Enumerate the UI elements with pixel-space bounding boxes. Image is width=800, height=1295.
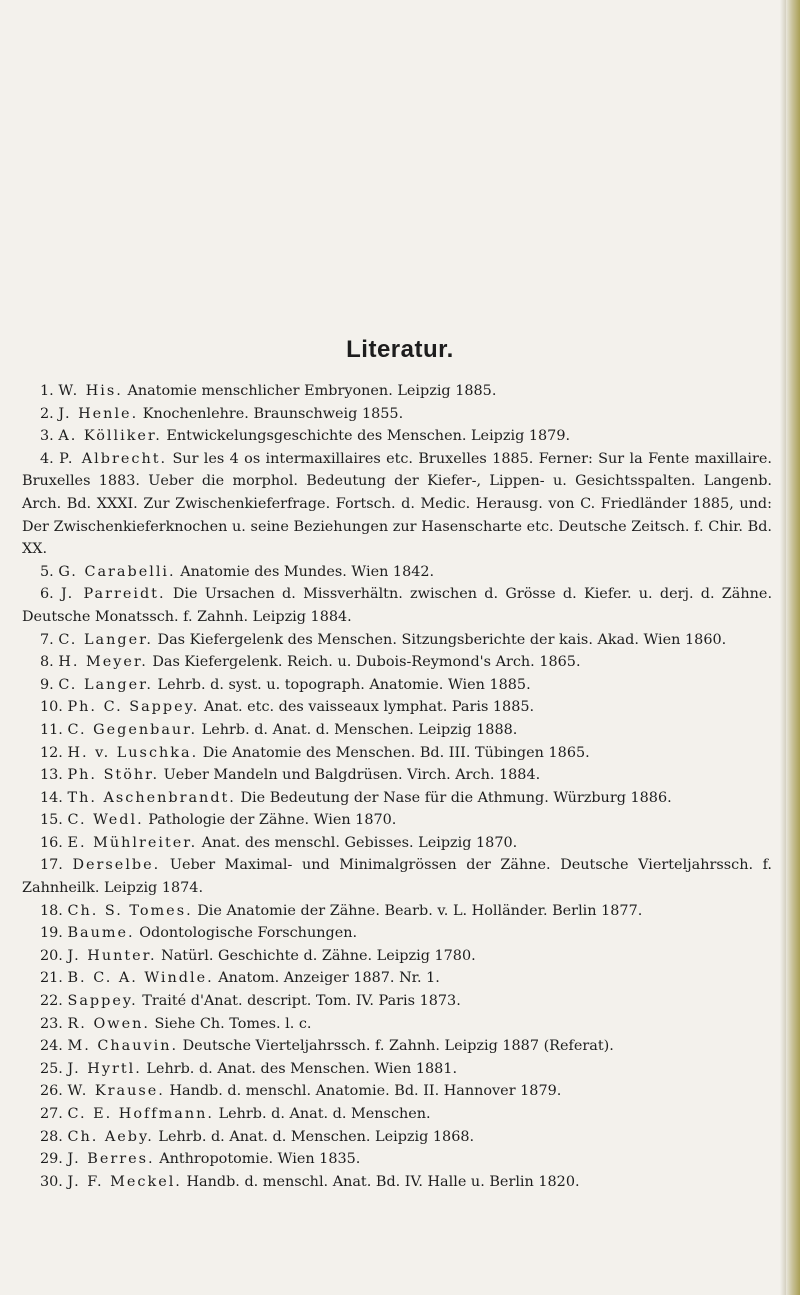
reference-author: C. Wedl. [67,812,144,829]
reference-number: 15. [40,812,63,829]
reference-number: 27. [40,1106,63,1122]
reference-item [22,764,772,787]
reference-text: Siehe Ch. Tomes. l. c. [154,1015,312,1032]
reference-author: J. Berres. [67,1151,155,1168]
reference-item [22,448,772,561]
reference-number: 12. [40,744,63,761]
reference-text: Die Anatomie der Zähne. Bearb. v. L. Holländer. Berlin 1877. [197,902,643,919]
reference-number: 21. [40,970,63,987]
reference-author: Ph. Stöhr. [67,767,160,784]
reference-item [22,674,772,697]
reference-author: H. Meyer. [58,654,148,671]
reference-text: Anatom. Anzeiger 1887. Nr. 1. [218,970,440,987]
reference-author: A. Kölliker. [58,428,162,445]
reference-number: 14. [40,789,63,806]
reference-author: H. v. Luschka. [67,744,199,761]
reference-author: J. Parreidt. [61,586,166,603]
reference-number: 18. [40,902,63,919]
reference-author: C. Langer. [58,676,153,693]
reference-text: Sur les 4 os intermaxillaires etc. Bruxelles 1885. Ferner: Sur la Fente maxillaire. Bruxelles 1883. Ueber die morphol. Bedeutung der Kiefer-, Lippen- u. Gesichtsspalten. Langenb. Arch. Bd. XXXI. Zur Zwischenkieferfrage. Fortsch. d. Medic. Herausg. von C. Friedländer 1885, und: Der Zwischenkieferknochen u. seine Beziehungen zur Hasenscharte etc. Deutsche Zeitsch. f. Chir. Bd. XX. [22,450,773,558]
reference-text: Lehrb. d. Anat. d. Menschen. Leipzig 1868. [158,1128,475,1145]
reference-number: 2. [40,405,54,422]
reference-item [22,1013,772,1036]
reference-author: W. His. [58,383,123,399]
reference-text: Anatomie des Mundes. Wien 1842. [180,563,435,580]
reference-text: Pathologie der Zähne. Wien 1870. [148,812,397,829]
reference-author: Th. Aschenbrandt. [67,789,236,806]
reference-item [22,742,772,765]
reference-item [22,1171,772,1194]
reference-number: 23. [40,1015,63,1032]
reference-author: P. Albrecht. [59,450,168,467]
reference-text: Natürl. Geschichte d. Zähne. Leipzig 1780. [161,947,476,964]
reference-item [22,809,772,832]
reference-number: 19. [40,925,63,942]
reference-text: Anat. etc. des vaisseaux lymphat. Paris 1885. [203,699,535,716]
reference-author: W. Krause. [67,1083,165,1100]
reference-number: 3. [40,428,54,445]
reference-number: 25. [40,1060,63,1077]
reference-author: J. Hunter. [67,947,157,964]
reference-text: Ueber Maximal- und Minimalgrössen der Zähne. Deutsche Vierteljahrssch. f. Zahnheilk. Leipzig 1874. [22,857,773,897]
reference-number: 26. [40,1083,63,1100]
reference-number: 30. [40,1173,63,1190]
reference-item [22,854,772,899]
reference-item [22,900,772,923]
reference-item [22,583,772,628]
reference-item [22,403,772,426]
reference-author: M. Chauvin. [67,1038,179,1055]
reference-item [22,967,772,990]
reference-text: Das Kiefergelenk. Reich. u. Dubois-Reymond's Arch. 1865. [152,654,581,671]
reference-text: Traité d'Anat. descript. Tom. IV. Paris 1873. [142,993,461,1010]
reference-number: 4. [40,450,54,467]
reference-number: 28. [40,1128,63,1145]
reference-number: 8. [40,654,54,671]
reference-text: Anthropotomie. Wien 1835. [159,1151,361,1168]
reference-item [22,1035,772,1058]
page-title: Literatur. [346,336,454,363]
reference-text: Handb. d. menschl. Anat. Bd. IV. Halle u. Berlin 1820. [186,1173,580,1190]
reference-text: Lehrb. d. syst. u. topograph. Anatomie. Wien 1885. [157,676,531,693]
reference-number: 29. [40,1151,63,1168]
reference-author: G. Carabelli. [58,563,176,580]
reference-item [22,425,772,448]
reference-list [22,380,772,1193]
reference-number: 9. [40,676,54,693]
reference-item [22,380,772,403]
reference-item [22,1148,772,1171]
reference-item [22,629,772,652]
reference-item [22,696,772,719]
reference-item [22,561,772,584]
reference-author: Derselbe. [72,857,161,874]
reference-author: Sappey. [67,993,138,1010]
reference-author: Ph. C. Sappey. [67,699,200,716]
reference-number: 10. [40,699,63,716]
reference-text: Ueber Mandeln und Balgdrüsen. Virch. Arch. 1884. [163,767,541,784]
reference-text: Anatomie menschlicher Embryonen. Leipzig 1885. [127,383,497,399]
reference-text: Die Bedeutung der Nase für die Athmung. Würzburg 1886. [240,789,672,806]
reference-text: Anat. des menschl. Gebisses. Leipzig 1870. [201,834,518,851]
reference-item [22,1126,772,1149]
reference-item [22,990,772,1013]
reference-item [22,832,772,855]
reference-author: R. Owen. [67,1015,150,1032]
reference-item [22,922,772,945]
reference-number: 22. [40,993,63,1010]
reference-text: Knochenlehre. Braunschweig 1855. [142,405,404,422]
reference-text: Odontologische Forschungen. [139,925,358,942]
reference-number: 20. [40,947,63,964]
reference-number: 16. [40,834,63,851]
page-edge [786,0,800,1295]
reference-number: 7. [40,631,54,648]
reference-item [22,1103,772,1126]
reference-number: 24. [40,1038,63,1055]
reference-text: Das Kiefergelenk des Menschen. Sitzungsberichte der kais. Akad. Wien 1860. [157,631,727,648]
reference-text: Lehrb. d. Anat. d. Menschen. Leipzig 1888. [201,721,518,738]
reference-number: 17. [40,857,63,874]
reference-number: 1. [40,383,54,399]
reference-author: E. Mühlreiter. [67,834,198,851]
reference-author: C. E. Hoffmann. [67,1106,214,1122]
reference-author: J. F. Meckel. [67,1173,182,1190]
reference-item [22,1058,772,1081]
reference-text: Entwickelungsgeschichte des Menschen. Leipzig 1879. [166,428,571,445]
reference-author: Ch. S. Tomes. [67,902,193,919]
reference-author: J. Henle. [58,405,139,422]
reference-number: 13. [40,767,63,784]
reference-text: Die Ursachen d. Missverhältn. zwischen d. Grösse d. Kiefer. u. derj. d. Zähne. Deutsche Monatssch. f. Zahnh. Leipzig 1884. [22,586,773,625]
reference-text: Lehrb. d. Anat. des Menschen. Wien 1881. [146,1060,458,1077]
reference-item [22,719,772,742]
reference-number: 6. [40,586,54,603]
reference-text: Deutsche Vierteljahrssch. f. Zahnh. Leipzig 1887 (Referat). [182,1038,614,1055]
reference-author: Baume. [67,925,135,942]
reference-item [22,1080,772,1103]
reference-item [22,787,772,810]
reference-number: 5. [40,563,54,580]
reference-text: Die Anatomie des Menschen. Bd. III. Tübingen 1865. [202,744,590,761]
reference-text: Handb. d. menschl. Anatomie. Bd. II. Hannover 1879. [169,1083,562,1100]
reference-author: C. Langer. [58,631,153,648]
reference-author: Ch. Aeby. [67,1128,154,1145]
reference-number: 11. [40,721,63,738]
reference-author: J. Hyrtl. [67,1060,142,1077]
reference-item [22,651,772,674]
reference-author: C. Gegenbaur. [67,721,198,738]
reference-item [22,945,772,968]
reference-author: B. C. A. Windle. [67,970,214,987]
reference-text: Lehrb. d. Anat. d. Menschen. [218,1106,431,1122]
